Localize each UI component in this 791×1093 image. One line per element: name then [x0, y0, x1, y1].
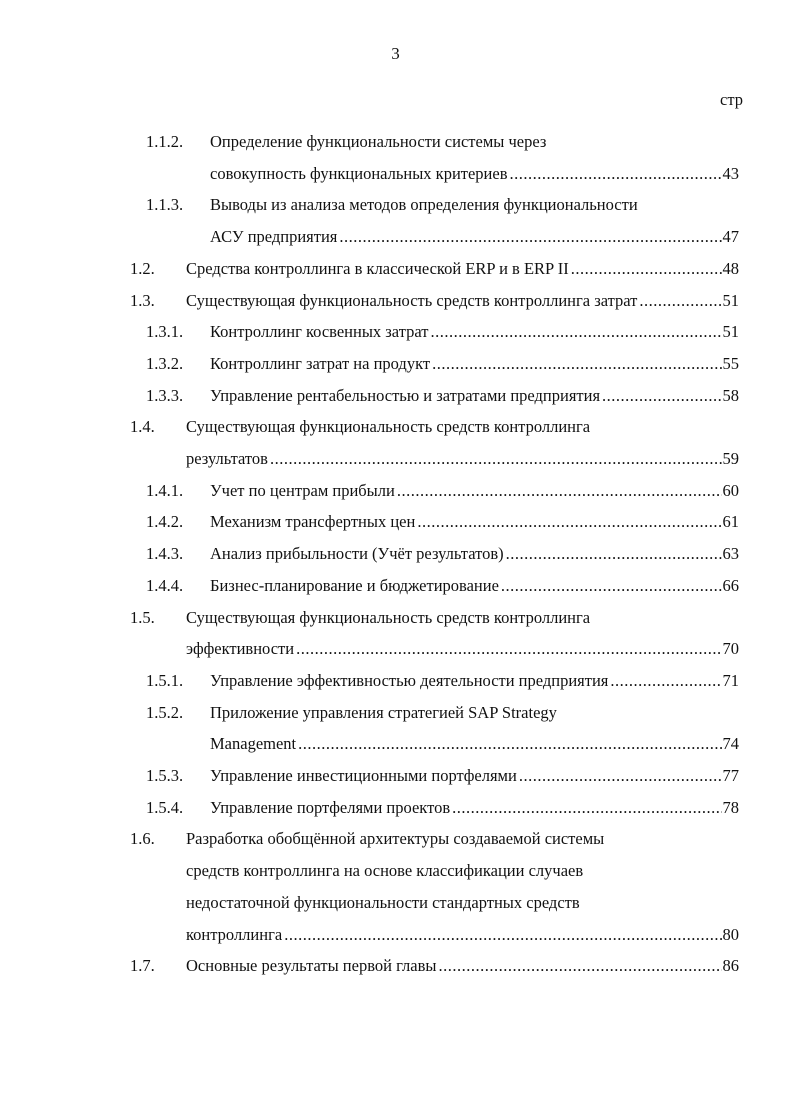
toc-entry-number: 1.5.2. [146, 702, 184, 722]
toc-entry-number: 1.5.3. [146, 766, 184, 785]
dot-leader [571, 258, 722, 280]
toc-entry-title: Контроллинг затрат на продукт [210, 353, 431, 373]
toc-entry-title: Контроллинг косвенных затрат [210, 322, 429, 342]
toc-entry-page: 51 [722, 322, 739, 342]
toc-entry-number: 1.3.1. [146, 322, 184, 342]
toc-entry [210, 321, 739, 343]
toc-entry [186, 924, 739, 946]
toc-entry-page: 51 [722, 290, 739, 310]
toc-entry [210, 733, 739, 755]
dot-leader [510, 163, 722, 185]
dot-leader [417, 511, 721, 533]
toc-entry-title-line: Существующая функциональность средств контроллинга [186, 417, 591, 437]
toc-entry-page: 71 [722, 670, 739, 690]
toc-entry-page: 66 [722, 575, 739, 595]
toc-entry [210, 480, 739, 502]
toc-entry-title: АСУ предприятия [210, 227, 338, 247]
toc-entry-number: 1.4.4. [146, 575, 184, 595]
dot-leader [501, 575, 722, 597]
dot-leader [296, 638, 721, 660]
toc-entry [210, 385, 739, 407]
toc-entry-number: 1.4.1. [146, 480, 184, 500]
toc-entry-page: 60 [722, 480, 739, 500]
dot-leader [430, 321, 721, 343]
toc-entry [186, 955, 739, 977]
toc-entry-title: совокупность функциональных критериев [210, 163, 508, 183]
toc-entry-title: Бизнес-планирование и бюджетирование [210, 575, 499, 595]
dot-leader [432, 353, 721, 375]
toc-entry-page: 61 [722, 512, 739, 532]
toc-entry [210, 543, 739, 565]
toc-entry-page: 59 [722, 449, 739, 468]
toc-entry-title: Средства контроллинга в классической ERP и в ERP II [186, 258, 569, 278]
toc-entry-title: Существующая функциональность средств контроллинга затрат [186, 290, 638, 310]
toc-entry [210, 163, 739, 185]
toc-entry-page: 78 [722, 797, 739, 817]
toc-entry-title: эффективности [186, 639, 295, 659]
toc-entry-title: результатов [186, 449, 268, 468]
toc-entry-number: 1.5.1. [146, 670, 184, 690]
toc-entry [210, 670, 739, 692]
toc-entry-page: 47 [722, 227, 739, 247]
toc-entry [210, 226, 739, 248]
toc-entry-number: 1.1.2. [146, 132, 184, 151]
toc-entry [186, 638, 739, 660]
page-number: 3 [391, 44, 400, 63]
dot-leader [639, 290, 721, 312]
toc-entry-page: 86 [722, 956, 739, 976]
toc-entry-number: 1.7. [130, 956, 155, 976]
toc-entry [210, 765, 739, 787]
toc-entry-number: 1.3.3. [146, 385, 184, 405]
toc-entry [186, 448, 739, 470]
toc-entry-number: 1.5. [130, 607, 155, 627]
toc-entry-number: 1.3.2. [146, 353, 184, 373]
toc-entry [186, 258, 739, 280]
toc-entry-page: 48 [722, 258, 739, 278]
toc-entry-number: 1.1.3. [146, 195, 184, 215]
toc-entry-title-line: Существующая функциональность средств контроллинга [186, 607, 591, 627]
toc-entry-title: контроллинга [186, 924, 283, 944]
toc-entry-title-line: Выводы из анализа методов определения функциональности [210, 195, 638, 215]
toc-entry-number: 1.3. [130, 290, 155, 310]
toc-entry-number: 1.6. [130, 829, 155, 849]
dot-leader [452, 797, 721, 819]
toc-entry [186, 290, 739, 312]
dot-leader [506, 543, 722, 565]
dot-leader [339, 226, 721, 248]
toc-entry-title: Управление портфелями проектов [210, 797, 451, 817]
toc-entry-title-line: средств контроллинга на основе классификации случаев [186, 861, 584, 881]
dot-leader [284, 924, 721, 946]
dot-leader [298, 733, 721, 755]
toc-entry-page: 80 [722, 924, 739, 944]
toc-entry-page: 55 [722, 353, 739, 373]
toc-entry-title: Управление рентабельностью и затратами предприятия [210, 385, 601, 405]
dot-leader [270, 448, 722, 470]
toc-entry-title: Анализ прибыльности (Учёт результатов) [210, 544, 504, 564]
toc-entry-number: 1.4. [130, 417, 155, 437]
dot-leader [519, 765, 722, 787]
toc-entry-title-line: недостаточной функциональности стандартных средств [186, 892, 580, 912]
dot-leader [397, 480, 722, 502]
toc-entry-title: Учет по центрам прибыли [210, 480, 395, 500]
toc-entry [210, 353, 739, 375]
toc-entry-number: 1.4.2. [146, 512, 184, 532]
toc-entry-number: 1.5.4. [146, 797, 184, 817]
toc-entry [210, 797, 739, 819]
toc-entry-title: Управление инвестиционными портфелями [210, 766, 517, 785]
toc-entry-number: 1.4.3. [146, 544, 184, 564]
toc-entry-title-line: Определение функциональности системы через [210, 132, 547, 151]
dot-leader [602, 385, 721, 407]
toc-entry-title: Основные результаты первой главы [186, 956, 437, 976]
toc-entry-page: 58 [722, 385, 739, 405]
toc-entry-title-line: Приложение управления стратегией SAP Strategy [210, 702, 557, 722]
toc-entry-page: 43 [722, 163, 739, 183]
dot-leader [438, 955, 721, 977]
toc-entry [210, 511, 739, 533]
page-column-label: стр [720, 90, 743, 109]
toc-entry-page: 77 [722, 766, 739, 785]
toc-entry-number: 1.2. [130, 258, 155, 278]
dot-leader [610, 670, 721, 692]
toc-entry-title: Management [210, 734, 297, 754]
toc-entry-title-line: Разработка обобщённой архитектуры создаваемой системы [186, 829, 605, 849]
toc-entry-title: Механизм трансфертных цен [210, 512, 416, 532]
toc-entry [210, 575, 739, 597]
toc-entry-page: 74 [722, 734, 739, 754]
toc-entry-page: 63 [722, 544, 739, 564]
toc-entry-title: Управление эффективностью деятельности предприятия [210, 670, 609, 690]
toc-entry-page: 70 [722, 639, 739, 659]
